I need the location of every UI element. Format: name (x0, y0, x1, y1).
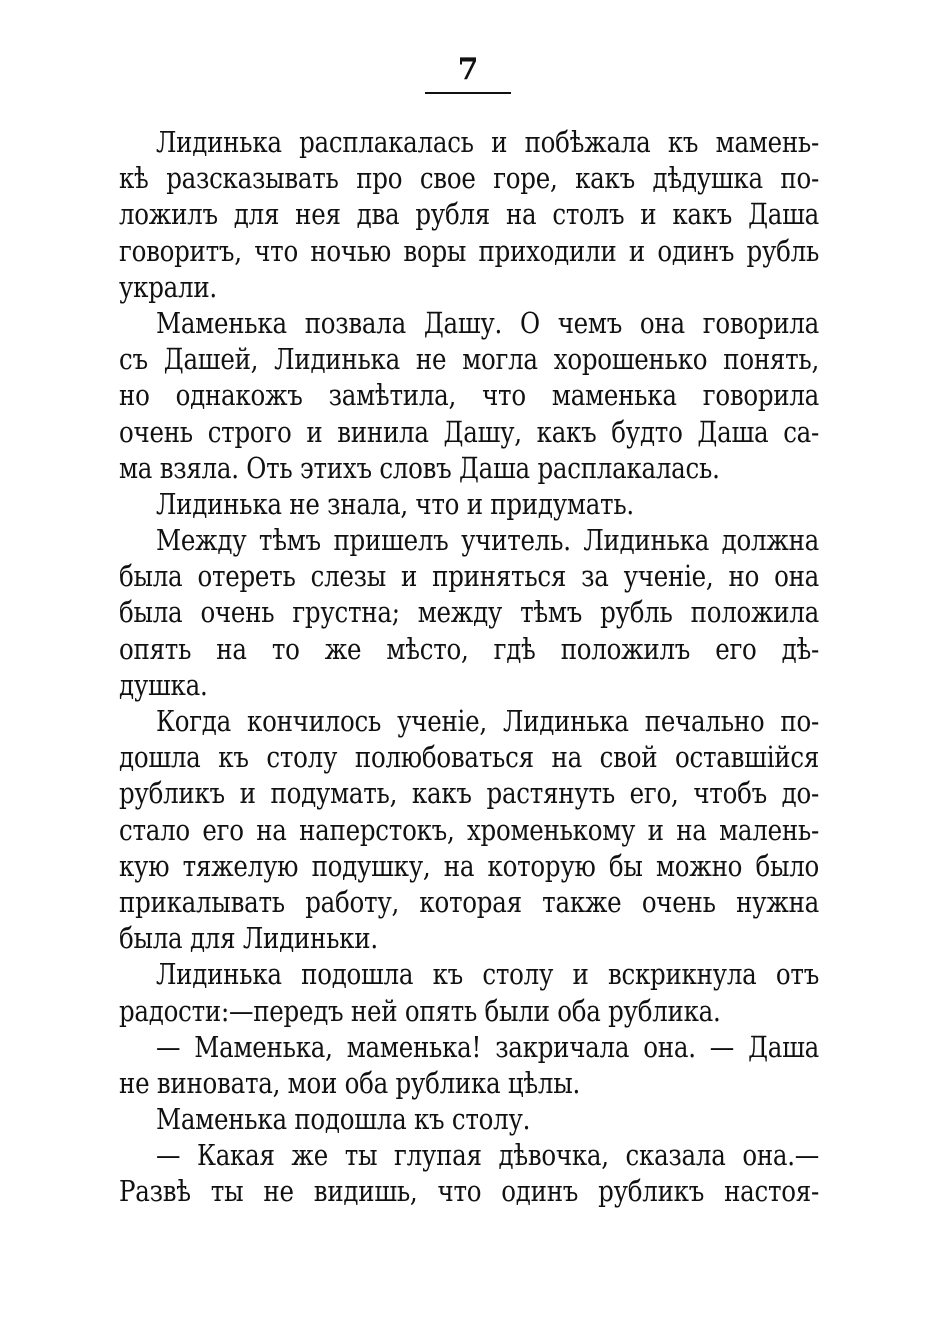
text-line: радости:—передъ ней опять были оба рублика. (119, 994, 721, 1028)
text-line: кѣ разсказывать про свое горе, какъ дѣдушка по- (119, 162, 820, 196)
text-line: очень строго и винила Дашу, какъ будто Даша са- (119, 415, 820, 449)
text-line: Маменька позвала Дашу. О чемъ она говорила (155, 306, 820, 340)
page-number: 7 (457, 52, 479, 87)
text-line: — Маменька, маменька! закричала она. — Даша (155, 1030, 820, 1064)
text-line: прикалывать работу, которая также очень нужна (119, 885, 820, 919)
text-line: опять на то же мѣсто, гдѣ положилъ его дѣ- (119, 632, 820, 666)
text-line: Лидинька не знала, что и придумать. (155, 487, 634, 521)
text-line: Лидинька расплакалась и побѣжала къ мамень- (155, 126, 820, 159)
text-line: была очень грустна; между тѣмъ рубль положила (119, 596, 820, 630)
text-line: ложилъ для нея два рубля на столъ и какъ Даша (119, 198, 820, 232)
text-line: кую тяжелую подушку, на которую бы можно было (119, 849, 820, 883)
text-line: говоритъ, что ночью воры приходили и одинъ рубль (119, 234, 820, 268)
text-line: но однакожъ замѣтила, что маменька говорила (119, 379, 820, 413)
text-line: душка. (119, 668, 208, 702)
body-text (119, 125, 819, 1211)
text-line: рубликъ и подумать, какъ растянуть его, чтобъ до- (119, 777, 820, 811)
text-line: была отереть слезы и приняться за ученіе, но она (119, 560, 820, 594)
text-line: Лидинька подошла къ столу и вскрикнула отъ (155, 958, 820, 992)
text-line: была для Лидиньки. (119, 922, 378, 956)
text-line: Между тѣмъ пришелъ учитель. Лидинька должна (155, 524, 820, 558)
text-line: украли. (119, 270, 217, 304)
text-line: — Какая же ты глупая дѣвочка, сказала она.— (155, 1139, 820, 1173)
text-line: ма взяла. Оть этихъ словъ Даша расплакалась. (119, 451, 720, 485)
text-line: не виновата, мои оба рублика цѣлы. (119, 1066, 581, 1100)
text-line: стало его на наперстокъ, хроменькому и на малень- (119, 813, 820, 847)
page-number-rule (425, 92, 511, 94)
text-line: дошла къ столу полюбоваться на свой оставшійся (119, 741, 820, 775)
text-line: Развѣ ты не видишь, что одинъ рубликъ настоя- (119, 1175, 820, 1209)
text-line: Когда кончилось ученіе, Лидинька печально по- (155, 705, 820, 738)
text-line: Маменька подошла къ столу. (155, 1103, 531, 1137)
text-line: съ Дашей, Лидинька не могла хорошенько понять, (119, 343, 820, 377)
